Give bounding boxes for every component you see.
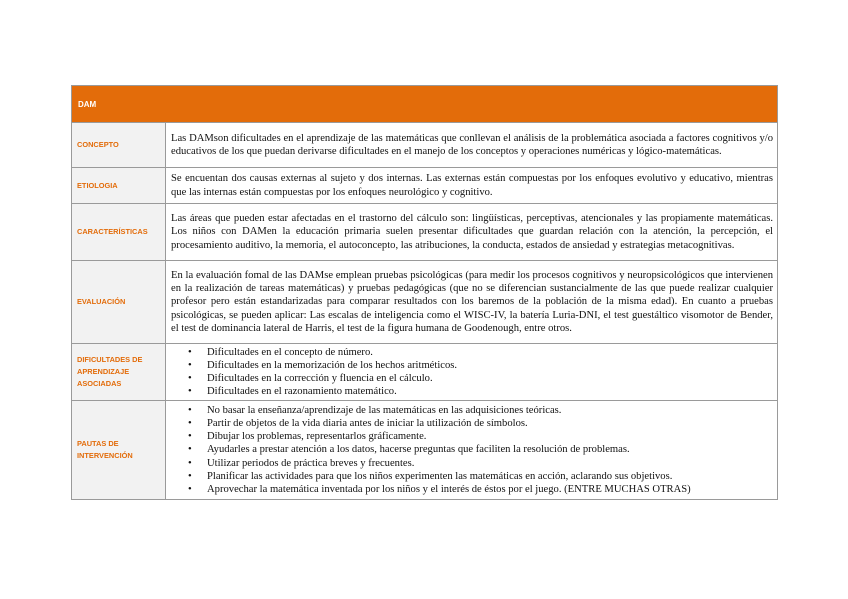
- list-item: [171, 404, 773, 417]
- table-row-concepto: [72, 123, 778, 168]
- list-item: [171, 346, 773, 359]
- bullet-icon: •: [188, 444, 192, 456]
- row-label-etiologia: ETIOLOGIA: [72, 168, 166, 204]
- list-item-text: Utilizar periodos de práctica breves y frecuentes.: [207, 457, 415, 469]
- row-content-concepto: [166, 123, 778, 168]
- row-content-etiologia: [166, 168, 778, 204]
- bullet-icon: •: [188, 386, 192, 398]
- list-item: [171, 430, 773, 443]
- concepto-text: Las DAMson dificultades en el aprendizaje de las matemáticas que conllevan el análisis de la problemática asociada a factores cognitivos y/o educativos de los que puedan derivarse dificultades en el manejo de los conceptos y operaciones numéricas y lógico-matemáticas.: [171, 132, 773, 157]
- list-item: [171, 385, 773, 398]
- table-row-pautas: [72, 401, 778, 500]
- list-item: [171, 443, 773, 456]
- table-header-row: [72, 86, 778, 123]
- table-header-title: DAM: [72, 86, 778, 123]
- list-item: [171, 457, 773, 470]
- bullet-icon: •: [188, 359, 192, 371]
- dam-table: [71, 85, 778, 500]
- bullet-icon: •: [188, 470, 192, 482]
- bullet-icon: •: [188, 431, 192, 443]
- list-item-text: Dificultades en la memorización de los hechos aritméticos.: [207, 359, 458, 371]
- table-row-evaluacion: [72, 261, 778, 344]
- bullet-icon: •: [188, 346, 192, 358]
- row-content-caracteristicas: [166, 204, 778, 261]
- list-item-text: Dificultades en la corrección y fluencia en el cálculo.: [207, 373, 433, 384]
- table-row-etiologia: [72, 168, 778, 204]
- row-label-pautas: PAUTAS DE INTERVENCIÓN: [72, 401, 166, 500]
- list-item-text: Partir de objetos de la vida diaria antes de iniciar la utilización de símbolos.: [207, 418, 528, 430]
- caracteristicas-text: Las áreas que pueden estar afectadas en el trastorno del cálculo son: lingüísticas, perceptivas, atencionales y las propiamente matemáticas. Los niños con DAMen la educación primaria suelen presentar dificultades que guardan relación con la atención, la percepción, el procesamiento auditivo, la memoria, el autoconcepto, las atribuciones, la conducta, estados de ansiedad y estrategias metacognitivas.: [171, 213, 773, 251]
- row-content-evaluacion: [166, 261, 778, 344]
- bullet-icon: •: [188, 418, 192, 430]
- list-item-text: Aprovechar la matemática inventada por los niños y el interés de éstos por el juego. (ENTRE MUCHAS OTRAS): [207, 483, 691, 495]
- table-row-dificultades: [72, 344, 778, 401]
- bullet-icon: •: [188, 483, 192, 495]
- pautas-list: [171, 404, 773, 496]
- bullet-icon: •: [188, 405, 192, 417]
- row-label-dificultades: DIFICULTADES DE APRENDIZAJE ASOCIADAS: [72, 344, 166, 401]
- row-content-pautas: [166, 401, 778, 500]
- list-item-text: Dificultades en el razonamiento matemático.: [207, 386, 397, 398]
- list-item-text: Ayudarles a prestar atención a los datos, hacerse preguntas que faciliten la resolución de problemas.: [207, 444, 630, 456]
- bullet-icon: •: [188, 457, 192, 469]
- row-label-caracteristicas: CARACTERÍSTICAS: [72, 204, 166, 261]
- list-item: [171, 483, 773, 496]
- list-item: [171, 470, 773, 483]
- evaluacion-text: En la evaluación fomal de las DAMse emplean pruebas psicológicas (para medir los procesos cognitivos y neuropsicológicos que intervienen en la realización de tareas matemáticas) y pruebas pedagógicas (que no se diferencian sustancialmente de las que puede realizar cualquier profesor pero están estandarizadas para comparar resultados con los baremos de la población de la misma edad). En cuanto a pruebas psicológicas, se pueden aplicar: Las escalas de inteligencia como el WISC-IV, la batería Luria-DNI, el test guestáltico visomotor de Bender, el test de dominancia lateral de Harris, el test de la figura humana de Goodenough, entre otros.: [171, 270, 773, 334]
- row-content-dificultades: [166, 344, 778, 401]
- list-item: [171, 417, 773, 430]
- table-row-caracteristicas: [72, 204, 778, 261]
- etiologia-text: Se encuentan dos causas externas al sujeto y dos internas. Las externas están compuestas por los enfoques evolutivo y educativo, mientras que las internas están compuestas por los enfoques neurológico y cognitivo.: [171, 173, 773, 198]
- list-item: [171, 372, 773, 385]
- row-label-concepto: CONCEPTO: [72, 123, 166, 168]
- dificultades-list: [171, 346, 773, 398]
- row-label-evaluacion: EVALUACIÓN: [72, 261, 166, 344]
- bullet-icon: •: [188, 373, 192, 384]
- list-item-text: Dibujar los problemas, representarlos gráficamente.: [207, 431, 427, 443]
- list-item-text: Dificultades en el concepto de número.: [207, 346, 373, 358]
- list-item: [171, 359, 773, 372]
- list-item-text: Planificar las actividades para que los niños experimenten las matemáticas en acción, aclarando sus objetivos.: [207, 470, 673, 482]
- list-item-text: No basar la enseñanza/aprendizaje de las matemáticas en las adquisiciones teóricas.: [207, 405, 562, 417]
